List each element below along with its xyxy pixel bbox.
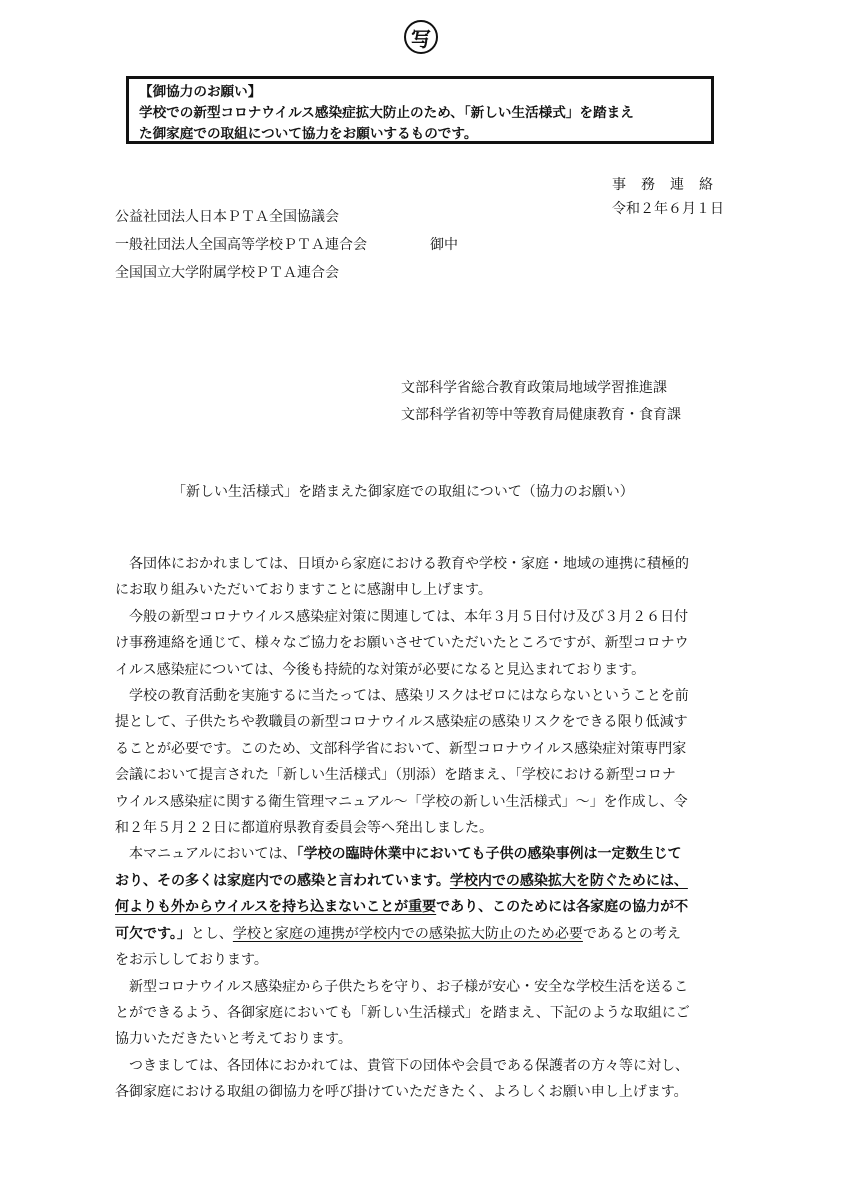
copy-stamp: 写	[404, 20, 438, 54]
emphasis-text: 可欠です。」	[115, 925, 191, 942]
emphasis-text: であり、このためには各家庭の協力が不	[436, 899, 689, 916]
notice-heading: 【御協力のお願い】	[139, 84, 262, 100]
body-line: 今般の新型コロナウイルス感染症対策に関連しては、本年３月５日付け及び３月２６日付	[115, 608, 689, 625]
sender-item: 文部科学省初等中等教育局健康教育・食育課	[401, 407, 681, 423]
body-line: とができるよう、各御家庭においても「新しい生活様式」を踏まえ、下記のような取組にご	[115, 1004, 690, 1021]
emphasis-underlined-text: 学校内での感染拡大を防ぐためには、	[449, 872, 688, 889]
body-line: け事務連絡を通じて、様々なご協力をお願いさせていただいたところですが、新型コロナウ	[115, 635, 689, 652]
recipient-list	[115, 203, 367, 287]
body-line: ることが必要です。このため、文部科学省において、新型コロナウイルス感染症対策専門家	[115, 740, 687, 757]
plain-text: 本マニュアルにおいては、	[115, 846, 297, 863]
recipient-item: 一般社団法人全国高等学校ＰＴＡ連合会	[115, 237, 367, 253]
plain-text: であるとの考え	[582, 925, 681, 942]
cooperation-notice-box	[126, 76, 714, 144]
doc-type-label: 事務連絡	[612, 177, 728, 193]
body-line: 各御家庭における取組の御協力を呼び掛けていただきたく、よろしくお願い申し上げます。	[115, 1084, 688, 1101]
body-line: をお示ししております。	[115, 952, 268, 969]
sender-list	[401, 375, 681, 429]
underlined-text: 学校と家庭の連携が学校内での感染拡大防止のため必要	[232, 925, 583, 942]
body-line: 提として、子供たちや教職員の新型コロナウイルス感染症の感染リスクをできる限り低減す	[115, 714, 688, 731]
emphasis-text: 「学校の臨時休業中においても子供の感染事例は一定数生じて	[296, 846, 682, 863]
emphasis-underlined-text: 何よりも外からウイルスを持ち込まないことが重要	[115, 899, 437, 916]
sender-item: 文部科学省総合教育政策局地域学習推進課	[401, 380, 667, 396]
body-line: つきましては、各団体におかれては、貴管下の団体や会員である保護者の方々等に対し、	[115, 1057, 689, 1074]
recipient-honorific: 御中	[430, 237, 458, 253]
plain-text: とし、	[190, 925, 233, 942]
body-line: 協力いただきたいと考えております。	[115, 1031, 352, 1048]
recipient-item: 全国国立大学附属学校ＰＴＡ連合会	[115, 265, 339, 281]
body-line	[115, 868, 755, 894]
notice-line: た御家庭での取組について協力をお願いするものです。	[139, 126, 478, 142]
body-line: 各団体におかれましては、日頃から家庭における教育や学校・家庭・地域の連携に積極的	[115, 556, 689, 572]
body-line: 学校の教育活動を実施するに当たっては、感染リスクはゼロにはならないということを前	[115, 688, 689, 705]
emphasis-text: おり、その多くは家庭内での感染と言われています。	[115, 872, 450, 889]
document-title: 「新しい生活様式」を踏まえた御家庭での取組について（協力のお願い）	[172, 484, 634, 500]
body-line: 新型コロナウイルス感染症から子供たちを守り、お子様が安心・安全な学校生活を送るこ	[115, 978, 689, 995]
body-line: イルス感染症については、今後も持続的な対策が必要になると見込まれております。	[115, 661, 646, 678]
document-header	[612, 173, 728, 221]
body-line: にお取り組みいただいておりますことに感謝申し上げます。	[115, 582, 492, 599]
body-line: ウイルス感染症に関する衛生管理マニュアル～「学校の新しい生活様式」～」を作成し、令	[115, 793, 688, 810]
body-line: 会議において提言された「新しい生活様式」（別添）を踏まえ、「学校における新型コロナ	[115, 767, 676, 784]
body-line	[115, 921, 755, 947]
issue-date: 令和２年６月１日	[612, 201, 724, 217]
document-body	[115, 551, 755, 1106]
recipient-item: 公益社団法人日本ＰＴＡ全国協議会	[115, 209, 339, 225]
notice-line: 学校での新型コロナウイルス感染症拡大防止のため、「新しい生活様式」を踏まえ	[139, 105, 634, 121]
body-line	[115, 894, 755, 920]
body-line: 和２年５月２２日に都道府県教育委員会等へ発出しました。	[115, 820, 493, 837]
body-line	[115, 841, 755, 867]
